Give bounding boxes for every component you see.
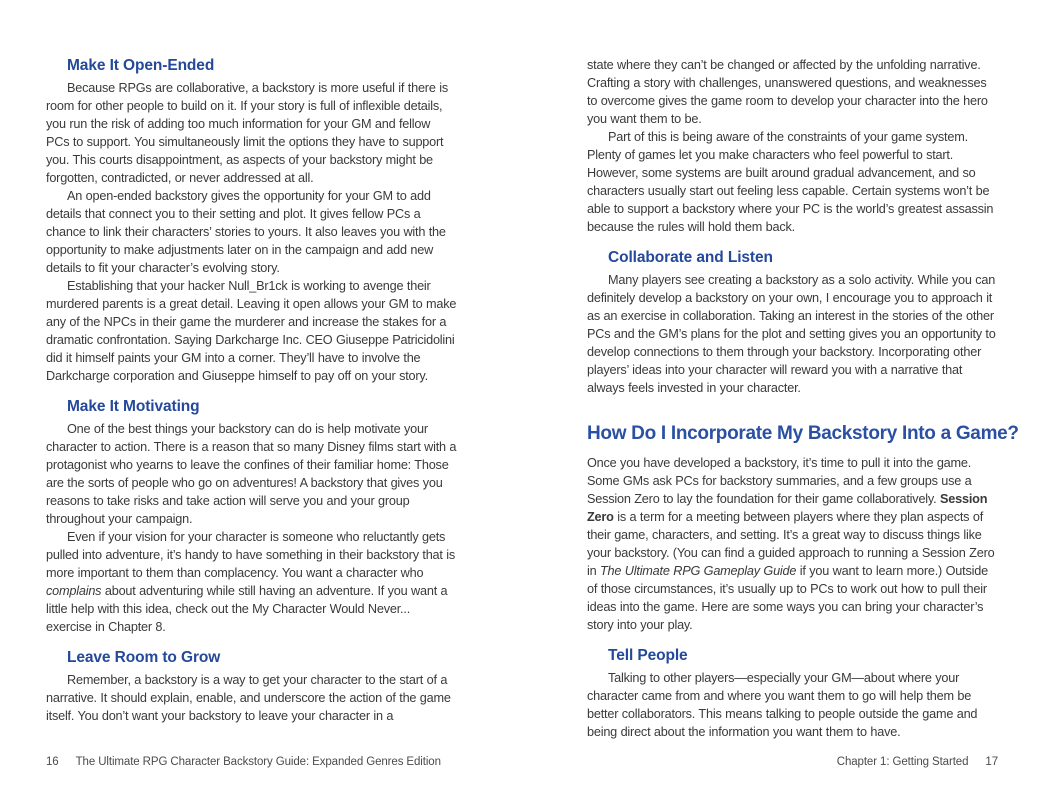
paragraph xyxy=(46,420,457,528)
paragraph xyxy=(587,271,998,397)
text-run: Collaborate and Listen xyxy=(608,249,773,266)
section-heading xyxy=(608,647,998,665)
text-run: Because RPGs are collaborative, a backstory is more useful if there is room for other people to build on it. If your story is full of inflexible details, you run the risk of adding too much information for your GM and fellow PCs to support. You simultaneously limit the options they have to support you. This courts disappointment, as aspects of your backstory might be forgotten, contradicted, or never addressed at all. xyxy=(46,81,448,185)
text-run: Tell People xyxy=(608,647,688,664)
text-run: Talking to other players—especially your GM—about where your character came from and where you want them to go will help them be better collaborators. This means talking to people outside the game and being direct about the information you want them to have. xyxy=(587,671,978,739)
running-footer-chapter-title: Chapter 1: Getting Started xyxy=(836,756,969,768)
text-run: Even if your vision for your character is someone who reluctantly gets pulled into adventure, it’s handy to have something in their backstory that is more important to them than complacency. You want a character who xyxy=(46,530,456,580)
paragraph xyxy=(46,277,457,385)
section-heading xyxy=(67,57,457,75)
text-run: Once you have developed a backstory, it’s time to pull it into the game. Some GMs ask PCs for backstory summaries, and a few groups use a Session Zero to lay the foundation for their game collaboratively. xyxy=(587,456,972,506)
section-heading xyxy=(67,398,457,416)
footer-left xyxy=(46,756,441,768)
text-run-italic: The Ultimate RPG Gameplay Guide xyxy=(600,564,797,578)
paragraph xyxy=(46,187,457,277)
section-heading xyxy=(67,649,457,667)
text-run: One of the best things your backstory can do is help motivate your character to action. There is a reason that so many Disney films start with a protagonist who yearns to leave the confines of their familiar home: Those are the sorts of people who go on adventures! A backstory that gives you reasons to take risks and take action will serve you and your group throughout your campaign. xyxy=(46,422,457,526)
footer-right xyxy=(837,756,998,768)
text-run: Part of this is being aware of the constraints of your game system. Plenty of games let you make characters who feel powerful to start. However, some systems are built around gradual advancement, and so characters usually start out feeling less capable. Certain systems won’t be able to support a backstory where your PC is the world’s greatest assassin because the rules will hold them back. xyxy=(587,130,994,234)
text-run: state where they can’t be changed or affected by the unfolding narrative. Crafting a story with challenges, unanswered questions, and weaknesses to overcome gives the game room to develop your character into the hero you want them to be. xyxy=(587,58,988,126)
text-run: is a term for a meeting between players where they plan aspects of their game, characters, and setting. It’s a great way to discuss things like your backstory. (You can find a guided approach to running a Session Zero in xyxy=(587,510,995,578)
text-run-bold: Session Zero xyxy=(587,492,988,524)
section-heading xyxy=(587,423,1019,445)
text-run: How Do I Incorporate My Backstory Into a Game? xyxy=(587,423,1019,444)
paragraph xyxy=(587,128,998,236)
page-number-right: 17 xyxy=(985,756,998,768)
paragraph xyxy=(46,528,457,636)
page-right xyxy=(587,56,1019,741)
paragraph xyxy=(46,79,457,187)
running-footer-book-title: The Ultimate RPG Character Backstory Guide: Expanded Genres Edition xyxy=(75,756,441,768)
text-run: Establishing that your hacker Null_Br1ck is working to avenge their murdered parents is a great detail. Leaving it open allows your GM to make any of the NPCs in their game the murderer and increase the stakes for a dramatic confrontation. Saying Darkcharge Inc. CEO Giuseppe Patricidolini did it himself paints your GM into a corner. They’ll have to involve the Darkcharge corporation and Giuseppe himself to pay off on your story. xyxy=(46,279,457,383)
text-run: Remember, a backstory is a way to get your character to the start of a narrative. It should explain, enable, and underscore the action of the game itself. You don’t want your backstory to leave your character in a xyxy=(46,673,451,723)
text-run-italic: complains xyxy=(46,584,102,598)
text-run: An open-ended backstory gives the opportunity for your GM to add details that connect you to their setting and plot. It gives fellow PCs a chance to link their characters’ stories to yours. It also leaves you with the opportunity to make adjustments later on in the campaign and add new details to fit your character’s evolving story. xyxy=(46,189,446,275)
paragraph xyxy=(587,454,998,634)
paragraph xyxy=(587,669,998,741)
section-heading xyxy=(608,249,998,267)
text-run: if you want to learn more.) Outside of those circumstances, it’s usually up to PCs to work out how to pull their ideas into the game. Here are some ways you can bring your character’s story into your play. xyxy=(587,564,988,632)
text-run: Leave Room to Grow xyxy=(67,649,221,666)
text-run: Many players see creating a backstory as a solo activity. While you can definitely develop a backstory on your own, I encourage you to approach it as an exercise in collaboration. Taking an interest in the stories of the other PCs and the GM’s plans for the plot and setting gives you an opportunity to develop connections to them through your backstory. Incorporating other players’ ideas into your character will reward you with a narrative that always feels invested in your character. xyxy=(587,273,996,395)
page-left xyxy=(46,56,457,741)
text-run: Make It Motivating xyxy=(67,398,200,415)
text-run: Make It Open-Ended xyxy=(67,57,215,74)
paragraph xyxy=(46,671,457,725)
footer-row xyxy=(46,756,998,768)
text-run: about adventuring while still having an adventure. If you want a little help with this idea, check out the My Character Would Never... exercise in Chapter 8. xyxy=(46,584,448,634)
paragraph xyxy=(587,56,998,128)
page-number-left: 16 xyxy=(46,756,59,768)
